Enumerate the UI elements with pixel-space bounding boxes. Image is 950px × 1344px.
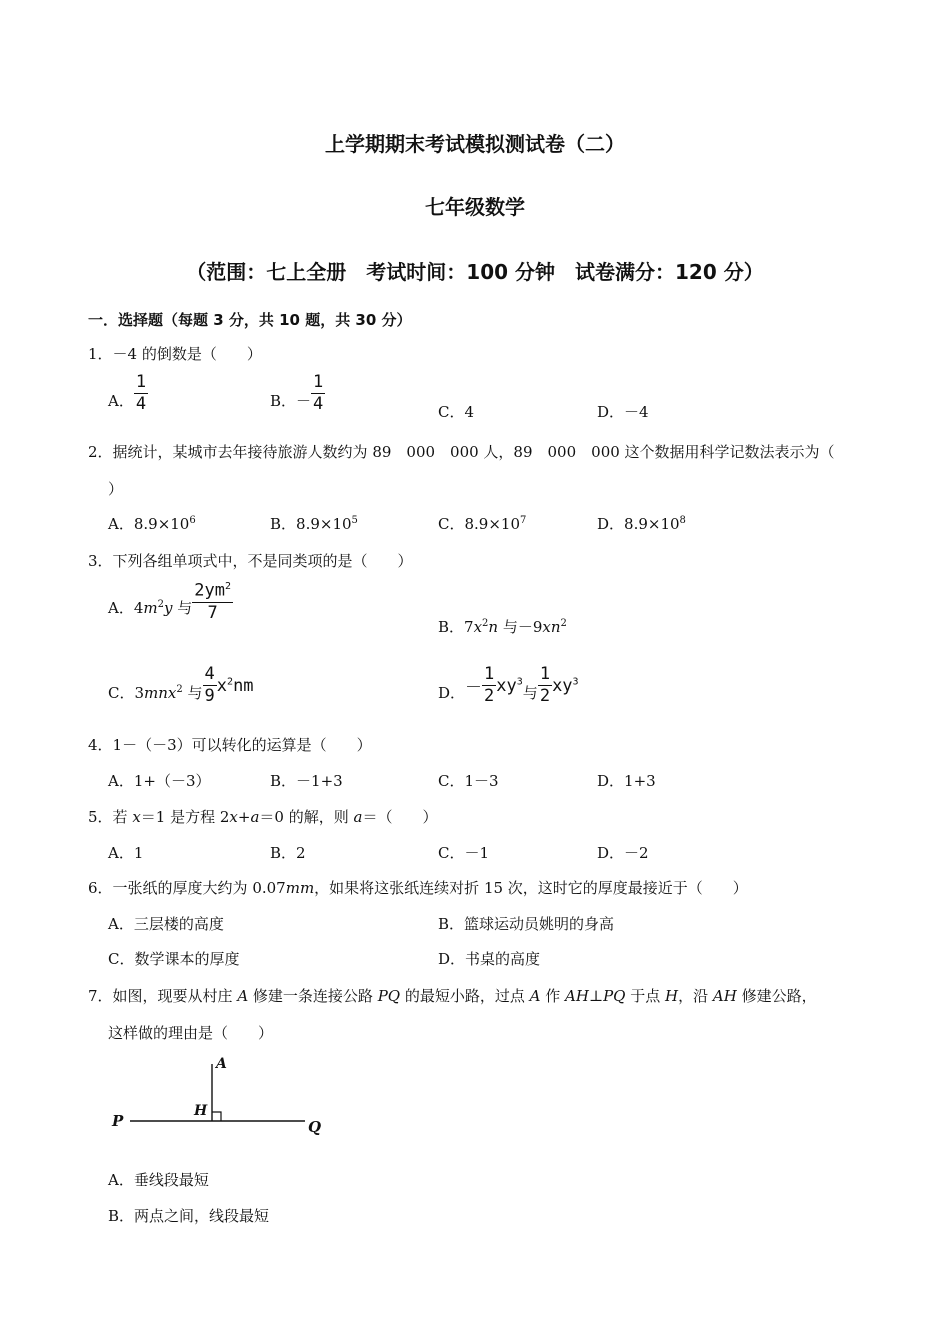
- question-3-option-c: C．3mnx$^2$ 与 $\frac{4}{9}$ $x^2nm$: [108, 664, 254, 706]
- question-4-option-b: B．－1+3: [270, 772, 343, 790]
- question-4-stem: 4．1－（－3）可以转化的运算是（ ）: [88, 736, 372, 754]
- fraction: $\frac{1}{4}$: [313, 372, 324, 414]
- question-7-stem-line1: 7．如图，现要从村庄 A 修建一条连接公路 PQ 的最短小路，过点 A 作 AH⊥PQ 于点 H，沿 AH 修建公路，: [88, 987, 817, 1005]
- point-h-label: H: [194, 1103, 208, 1119]
- question-5-stem: 5．若 x＝1 是方程 2x+a＝0 的解，则 a＝（ ）: [88, 808, 438, 826]
- question-5-option-d: D．－2: [597, 844, 649, 862]
- question-6-option-b: B．篮球运动员姚明的身高: [438, 915, 615, 933]
- fraction: $\frac{2ym^2}{7}$: [194, 580, 232, 623]
- exam-scope: （范围：七上全册 考试时间：100 分钟 试卷满分：120 分）: [186, 260, 764, 284]
- question-7-option-b: B．两点之间，线段最短: [108, 1207, 270, 1225]
- question-3-option-b: B．$7x^2n$ 与$-9xn^2$: [438, 618, 567, 636]
- question-7-option-a: A．垂线段最短: [108, 1171, 209, 1189]
- question-4-option-d: D．1+3: [597, 772, 656, 790]
- question-1-option-a: A． $\frac{1}{4}$: [108, 372, 147, 414]
- right-angle-mark: [212, 1112, 221, 1121]
- question-3-option-a: A．$4m^2y$ 与 $\frac{2ym^2}{7}$: [108, 580, 232, 623]
- question-1-stem: 1．－4 的倒数是（ ）: [88, 345, 262, 363]
- question-5-option-c: C．－1: [438, 844, 490, 862]
- fraction: $\frac{1}{4}$: [135, 372, 147, 414]
- question-2-option-b: B．$8.9\times 10^5$: [270, 515, 358, 533]
- question-4-option-c: C．1－3: [438, 772, 499, 790]
- question-2-option-d: D．$8.9\times 10^8$: [597, 515, 686, 533]
- question-5-option-b: B．2: [270, 844, 306, 862]
- question-2-option-a: A．$8.9\times 10^6$: [108, 515, 196, 533]
- fraction: $\frac{1}{2}$: [484, 664, 495, 706]
- section-heading: 一．选择题（每题 3 分，共 10 题，共 30 分）: [88, 311, 412, 329]
- question-5-option-a: A．1: [108, 844, 144, 862]
- question-1-option-b: B．－ $\frac{1}{4}$: [270, 372, 324, 414]
- point-q-label: Q: [308, 1118, 322, 1136]
- question-3-stem: 3．下列各组单项式中，不是同类项的是（ ）: [88, 552, 413, 570]
- fraction: $\frac{1}{2}$: [539, 664, 551, 706]
- question-4-option-a: A．1+（－3）: [108, 772, 211, 790]
- fraction: $\frac{4}{9}$: [204, 664, 215, 706]
- question-1-option-c: C．4: [438, 403, 475, 421]
- question-6-option-d: D．书桌的高度: [438, 950, 541, 968]
- question-2-stem-line2: ）: [108, 480, 124, 498]
- question-6-option-c: C．数学课本的厚度: [108, 950, 240, 968]
- question-6-stem: 6．一张纸的厚度大约为 0.07mm，如果将这张纸连续对折 15 次，这时它的厚度最接近于（ ）: [88, 879, 748, 897]
- question-3-option-d: D．－ $\frac{1}{2}$ $xy^3$与 $\frac{1}{2}$ $xy^3$: [438, 664, 579, 706]
- question-6-option-a: A．三层楼的高度: [108, 915, 224, 933]
- perpendicular-figure: [100, 1050, 340, 1150]
- point-a-label: A: [216, 1056, 227, 1072]
- question-2-option-c: C．$8.9\times 10^7$: [438, 515, 527, 533]
- exam-subtitle: 七年级数学: [425, 195, 525, 219]
- question-7-stem-line2: 这样做的理由是（ ）: [108, 1024, 274, 1042]
- point-p-label: P: [112, 1112, 124, 1130]
- question-2-stem-line1: 2．据统计，某城市去年接待旅游人数约为 89 000 000 人，89 000 000 这个数据用科学记数法表示为（: [88, 443, 835, 461]
- question-1-option-d: D．－4: [597, 403, 649, 421]
- exam-title: 上学期期末考试模拟测试卷（二）: [325, 132, 625, 156]
